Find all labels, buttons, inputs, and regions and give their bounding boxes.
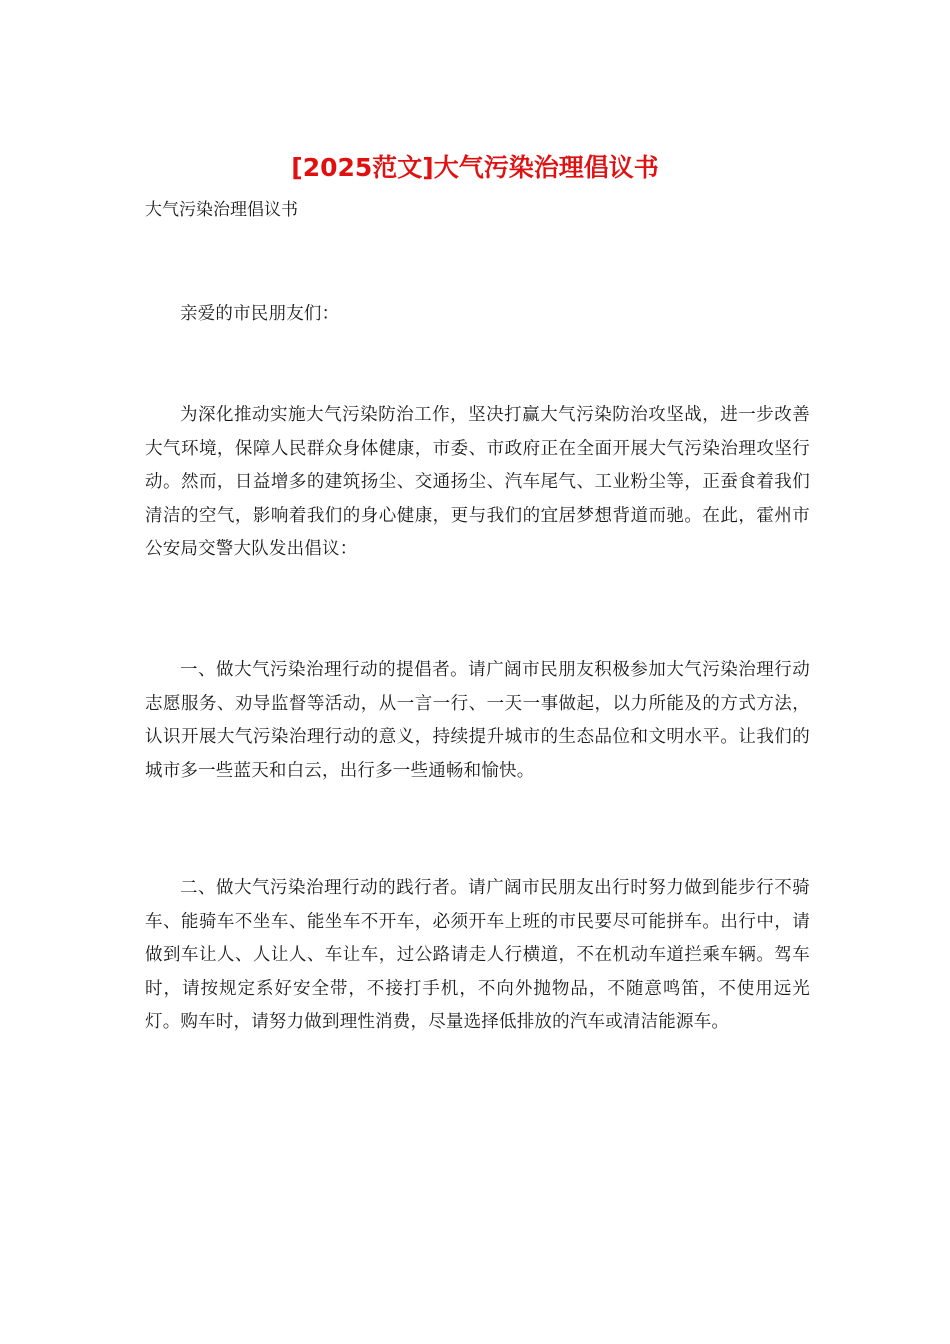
document-subtitle: 大气污染治理倡议书 [145, 200, 298, 220]
greeting-paragraph: 亲爱的市民朋友们： [180, 304, 340, 324]
intro-paragraph: 为深化推动实施大气污染防治工作，坚决打赢大气污染防治攻坚战，进一步改善大气环境，保障人民群众身体健康，市委、市政府正在全面开展大气污染治理攻坚行动。然而，日益增多的建筑扬尘、交通扬尘、汽车尾气、工业粉尘等，正蚕食着我们清洁的空气，影响着我们的身心健康，更与我们的宜居梦想背道而驰。在此，霍州市公安局交警大队发出倡议： [145, 405, 810, 559]
document-title: [2025范文]大气污染治理倡议书 [291, 153, 659, 182]
proposal-two-paragraph: 二、做大气污染治理行动的践行者。请广阔市民朋友出行时努力做到能步行不骑车、能骑车不坐车、能坐车不开车，必须开车上班的市民要尽可能拼车。出行中，请做到车让人、人让人、车让车，过公路请走人行横道，不在机动车道拦乘车辆。驾车时，请按规定系好安全带，不接打手机，不向外抛物品，不随意鸣笛，不使用远光灯。购车时，请努力做到理性消费，尽量选择低排放的汽车或清洁能源车。 [145, 878, 810, 1032]
proposal-one-paragraph: 一、做大气污染治理行动的提倡者。请广阔市民朋友积极参加大气污染治理行动志愿服务、劝导监督等活动，从一言一行、一天一事做起，以力所能及的方式方法，认识开展大气污染治理行动的意义，持续提升城市的生态品位和文明水平。让我们的城市多一些蓝天和白云，出行多一些通畅和愉快。 [145, 660, 810, 781]
